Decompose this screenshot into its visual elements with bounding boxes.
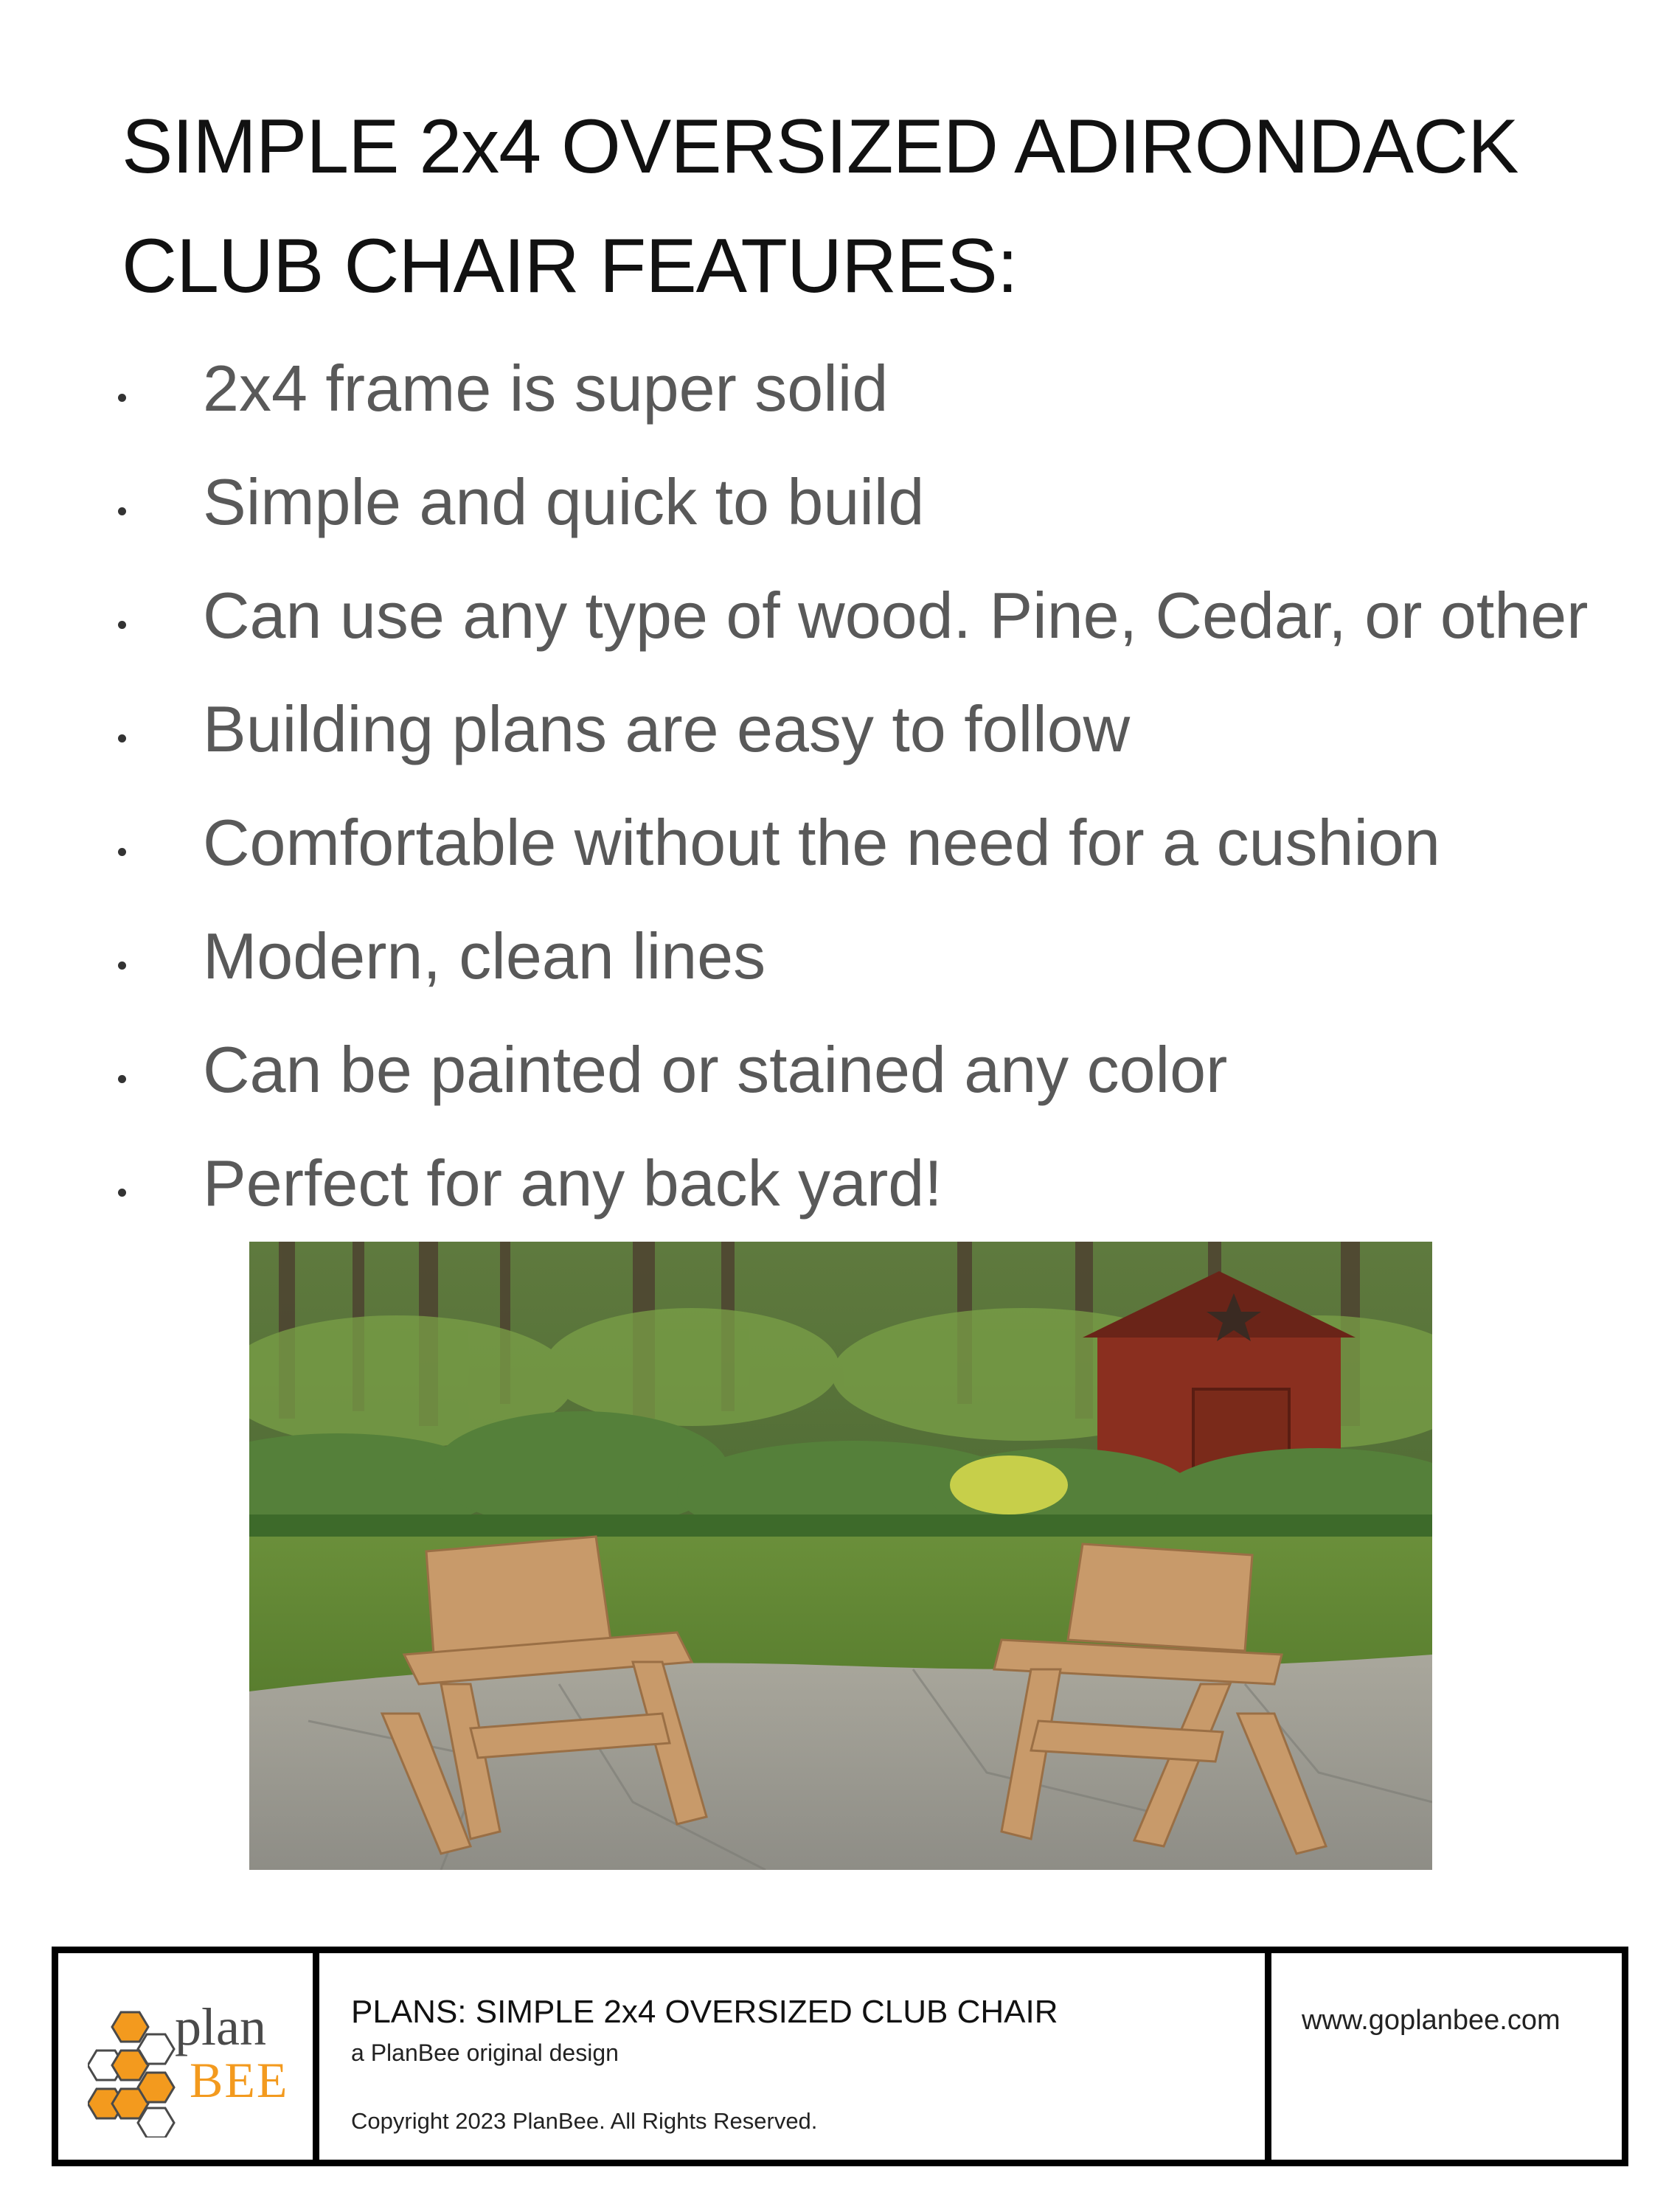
feature-text: Perfect for any back yard! bbox=[203, 1147, 943, 1220]
title-line-1: SIMPLE 2x4 OVERSIZED ADIRONDACK bbox=[122, 104, 1518, 189]
bullet-icon bbox=[118, 848, 126, 856]
bullet-icon bbox=[118, 1189, 126, 1197]
bullet-icon bbox=[118, 394, 126, 402]
backyard-scene-illustration bbox=[249, 1242, 1432, 1870]
feature-text: Can be painted or stained any color bbox=[203, 1033, 1228, 1106]
plans-title: PLANS: SIMPLE 2x4 OVERSIZED CLUB CHAIR bbox=[351, 1994, 1058, 2030]
list-item bbox=[118, 674, 1630, 787]
feature-list bbox=[118, 333, 1630, 1242]
page-title bbox=[122, 87, 1597, 326]
logo-word-bee: BEE bbox=[190, 2052, 289, 2108]
feature-text: Can use any type of wood. Pine, Cedar, or other bbox=[203, 579, 1589, 652]
copyright-text: Copyright 2023 PlanBee. All Rights Reserved. bbox=[351, 2108, 818, 2134]
list-item bbox=[118, 333, 1630, 447]
bullet-icon bbox=[118, 621, 126, 629]
list-item bbox=[118, 901, 1630, 1015]
feature-text: Modern, clean lines bbox=[203, 919, 766, 992]
feature-text: 2x4 frame is super solid bbox=[203, 352, 889, 425]
title-block bbox=[52, 1947, 1628, 2166]
bullet-icon bbox=[118, 507, 126, 515]
website-link[interactable]: www.goplanbee.com bbox=[1302, 2005, 1561, 2036]
bullet-icon bbox=[118, 961, 126, 970]
title-line-2: CLUB CHAIR FEATURES: bbox=[122, 223, 1018, 309]
chair-photo bbox=[249, 1242, 1432, 1870]
feature-text: Comfortable without the need for a cushion bbox=[203, 806, 1440, 879]
list-item bbox=[118, 560, 1630, 674]
list-item bbox=[118, 787, 1630, 901]
list-item bbox=[118, 1128, 1630, 1242]
plans-subtitle: a PlanBee original design bbox=[351, 2039, 619, 2066]
bullet-icon bbox=[118, 734, 126, 742]
list-item bbox=[118, 1015, 1630, 1128]
title-block-divider bbox=[1265, 1953, 1271, 2160]
feature-text: Building plans are easy to follow bbox=[203, 692, 1131, 765]
bullet-icon bbox=[118, 1075, 126, 1083]
planbee-logo bbox=[88, 1997, 324, 2138]
list-item bbox=[118, 447, 1630, 560]
logo-word-plan: plan bbox=[175, 1997, 266, 2056]
feature-text: Simple and quick to build bbox=[203, 465, 925, 538]
